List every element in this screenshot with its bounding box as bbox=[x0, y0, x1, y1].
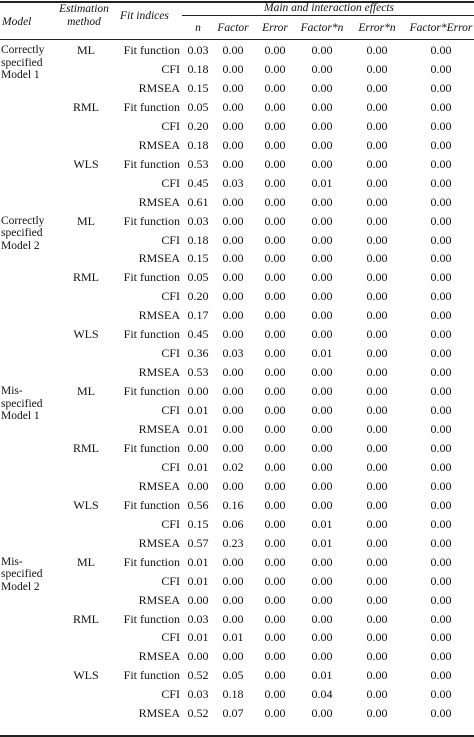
fit-index-label: RMSEA bbox=[138, 422, 180, 436]
fit-index-label: RMSEA bbox=[138, 194, 180, 209]
effect-value: 0.15 bbox=[187, 251, 209, 266]
effect-value: 0.00 bbox=[264, 270, 286, 285]
effect-value: 0.00 bbox=[311, 327, 333, 342]
effect-value: 0.00 bbox=[366, 649, 388, 664]
effect-value: 0.00 bbox=[311, 649, 333, 664]
fit-index-label: Fit function bbox=[123, 156, 180, 171]
effect-value: 0.23 bbox=[222, 535, 244, 550]
effect-value: 0.00 bbox=[311, 459, 333, 474]
effect-value: 0.00 bbox=[366, 403, 388, 418]
effect-value: 0.00 bbox=[311, 478, 333, 493]
header-estimation-method: Estimation method bbox=[59, 3, 109, 28]
fit-index-label: Fit function bbox=[123, 270, 180, 285]
effect-value: 0.03 bbox=[222, 346, 244, 361]
effect-value: 0.00 bbox=[222, 251, 244, 266]
effect-value: 0.00 bbox=[311, 251, 333, 266]
effect-value: 0.53 bbox=[187, 365, 209, 380]
fit-index-label: RMSEA bbox=[138, 365, 180, 380]
effect-value: 0.00 bbox=[264, 327, 286, 342]
effect-value: 0.00 bbox=[366, 43, 388, 57]
effects-group-rule bbox=[182, 15, 474, 16]
fit-index-label: CFI bbox=[161, 118, 180, 133]
effect-value: 0.00 bbox=[430, 43, 452, 57]
effect-value: 0.00 bbox=[366, 706, 388, 721]
effect-value: 0.00 bbox=[366, 535, 388, 550]
fit-index-label: Fit function bbox=[123, 440, 180, 455]
fit-index-label: CFI bbox=[161, 175, 180, 190]
effect-value: 0.00 bbox=[430, 554, 452, 569]
effect-value: 0.00 bbox=[222, 156, 244, 171]
effect-value: 0.00 bbox=[311, 270, 333, 285]
effect-value: 0.00 bbox=[311, 630, 333, 645]
effect-value: 0.00 bbox=[366, 80, 388, 95]
header-effect-5: Factor*Error bbox=[409, 22, 473, 34]
effect-value: 0.00 bbox=[264, 232, 286, 247]
effect-value: 0.52 bbox=[187, 706, 209, 721]
effect-value: 0.03 bbox=[222, 175, 244, 190]
effect-value: 0.00 bbox=[311, 194, 333, 209]
effect-value: 0.00 bbox=[366, 440, 388, 455]
estimation-method: RML bbox=[72, 440, 99, 455]
estimation-method: ML bbox=[77, 43, 95, 57]
model-label: Mis-specified Model 2 bbox=[1, 555, 43, 593]
effect-value: 0.00 bbox=[222, 137, 244, 152]
effect-value: 0.00 bbox=[430, 384, 452, 399]
fit-index-label: Fit function bbox=[123, 99, 180, 114]
effect-value: 0.00 bbox=[430, 308, 452, 323]
bottom-rule bbox=[0, 735, 474, 737]
effect-value: 0.00 bbox=[222, 61, 244, 76]
effect-value: 0.00 bbox=[264, 308, 286, 323]
effect-value: 0.00 bbox=[366, 99, 388, 114]
effect-value: 0.03 bbox=[187, 43, 209, 57]
effect-value: 0.01 bbox=[187, 422, 209, 436]
estimation-method: WLS bbox=[73, 327, 99, 342]
effect-value: 0.00 bbox=[264, 137, 286, 152]
effect-value: 0.00 bbox=[430, 573, 452, 588]
effect-value: 0.00 bbox=[222, 80, 244, 95]
fit-index-label: CFI bbox=[161, 289, 180, 304]
header-model: Model bbox=[2, 16, 32, 28]
effect-value: 0.00 bbox=[311, 422, 333, 436]
effect-value: 0.00 bbox=[430, 156, 452, 171]
fit-index-label: CFI bbox=[161, 516, 180, 531]
effect-value: 0.01 bbox=[187, 630, 209, 645]
effect-value: 0.00 bbox=[366, 687, 388, 702]
effect-value: 0.00 bbox=[187, 592, 209, 607]
effect-value: 0.00 bbox=[366, 270, 388, 285]
effect-value: 0.00 bbox=[430, 668, 452, 683]
effect-value: 0.00 bbox=[264, 213, 286, 228]
effect-value: 0.00 bbox=[430, 497, 452, 512]
effect-value: 0.05 bbox=[187, 99, 209, 114]
effect-value: 0.00 bbox=[366, 365, 388, 380]
effect-value: 0.00 bbox=[311, 118, 333, 133]
effect-value: 0.00 bbox=[187, 384, 209, 399]
effect-value: 0.20 bbox=[187, 289, 209, 304]
effect-value: 0.01 bbox=[187, 459, 209, 474]
fit-index-label: RMSEA bbox=[138, 478, 180, 493]
effect-value: 0.00 bbox=[222, 232, 244, 247]
effect-value: 0.15 bbox=[187, 80, 209, 95]
effect-value: 0.00 bbox=[366, 478, 388, 493]
effect-value: 0.15 bbox=[187, 516, 209, 531]
effect-value: 0.00 bbox=[366, 308, 388, 323]
effect-value: 0.00 bbox=[366, 592, 388, 607]
effect-value: 0.20 bbox=[187, 118, 209, 133]
effect-value: 0.00 bbox=[311, 289, 333, 304]
fit-index-label: RMSEA bbox=[138, 308, 180, 323]
effect-value: 0.00 bbox=[264, 99, 286, 114]
effect-value: 0.00 bbox=[366, 573, 388, 588]
effect-value: 0.00 bbox=[430, 270, 452, 285]
effect-value: 0.04 bbox=[311, 687, 333, 702]
header-effect-0: n bbox=[195, 22, 201, 34]
effect-value: 0.00 bbox=[430, 99, 452, 114]
effect-value: 0.52 bbox=[187, 668, 209, 683]
effect-value: 0.00 bbox=[222, 478, 244, 493]
effect-value: 0.00 bbox=[222, 270, 244, 285]
effect-value: 0.00 bbox=[366, 611, 388, 626]
effect-value: 0.00 bbox=[311, 61, 333, 76]
effect-value: 0.00 bbox=[430, 440, 452, 455]
effect-value: 0.00 bbox=[311, 611, 333, 626]
effect-value: 0.00 bbox=[430, 61, 452, 76]
effect-value: 0.00 bbox=[264, 80, 286, 95]
fit-index-label: RMSEA bbox=[138, 535, 180, 550]
effect-value: 0.00 bbox=[366, 137, 388, 152]
estimation-method: ML bbox=[77, 384, 95, 399]
effect-value: 0.00 bbox=[366, 422, 388, 436]
effect-value: 0.00 bbox=[222, 422, 244, 436]
effect-value: 0.56 bbox=[187, 497, 209, 512]
effect-value: 0.00 bbox=[430, 118, 452, 133]
effect-value: 0.00 bbox=[311, 365, 333, 380]
effect-value: 0.03 bbox=[187, 213, 209, 228]
effect-value: 0.01 bbox=[311, 668, 333, 683]
effect-value: 0.00 bbox=[264, 459, 286, 474]
fit-index-label: CFI bbox=[161, 687, 180, 702]
effect-value: 0.00 bbox=[366, 327, 388, 342]
effect-value: 0.00 bbox=[430, 137, 452, 152]
effect-value: 0.01 bbox=[311, 175, 333, 190]
estimation-method: ML bbox=[77, 554, 95, 569]
effect-value: 0.00 bbox=[264, 346, 286, 361]
fit-index-label: RMSEA bbox=[138, 649, 180, 664]
effect-value: 0.61 bbox=[187, 194, 209, 209]
effect-value: 0.00 bbox=[366, 459, 388, 474]
effect-value: 0.00 bbox=[264, 251, 286, 266]
effect-value: 0.00 bbox=[222, 611, 244, 626]
effect-value: 0.00 bbox=[366, 61, 388, 76]
effect-value: 0.00 bbox=[264, 478, 286, 493]
effect-value: 0.17 bbox=[187, 308, 209, 323]
effect-value: 0.00 bbox=[430, 403, 452, 418]
effect-value: 0.01 bbox=[187, 554, 209, 569]
effect-value: 0.00 bbox=[311, 137, 333, 152]
effect-value: 0.00 bbox=[187, 649, 209, 664]
effect-value: 0.18 bbox=[222, 687, 244, 702]
effect-value: 0.00 bbox=[222, 43, 244, 57]
effect-value: 0.00 bbox=[430, 422, 452, 436]
effect-value: 0.00 bbox=[366, 213, 388, 228]
effect-value: 0.00 bbox=[430, 80, 452, 95]
effect-value: 0.00 bbox=[430, 630, 452, 645]
effect-value: 0.00 bbox=[430, 516, 452, 531]
estimation-method: RML bbox=[72, 270, 99, 285]
effect-value: 0.00 bbox=[187, 440, 209, 455]
effect-value: 0.00 bbox=[264, 516, 286, 531]
estimation-method: WLS bbox=[73, 156, 99, 171]
effect-value: 0.00 bbox=[264, 194, 286, 209]
model-label: Correctly specified Model 2 bbox=[1, 214, 45, 252]
effect-value: 0.05 bbox=[187, 270, 209, 285]
effect-value: 0.00 bbox=[264, 554, 286, 569]
effect-value: 0.00 bbox=[430, 194, 452, 209]
effect-value: 0.00 bbox=[311, 403, 333, 418]
effect-value: 0.00 bbox=[222, 592, 244, 607]
effect-value: 0.00 bbox=[311, 43, 333, 57]
effect-value: 0.01 bbox=[187, 573, 209, 588]
effect-value: 0.00 bbox=[430, 346, 452, 361]
effect-value: 0.00 bbox=[264, 384, 286, 399]
effect-value: 0.03 bbox=[187, 687, 209, 702]
effect-value: 0.00 bbox=[366, 497, 388, 512]
effect-value: 0.00 bbox=[430, 459, 452, 474]
effect-value: 0.00 bbox=[430, 327, 452, 342]
fit-index-label: CFI bbox=[161, 403, 180, 418]
fit-index-label: CFI bbox=[161, 459, 180, 474]
effect-value: 0.00 bbox=[430, 592, 452, 607]
effect-value: 0.18 bbox=[187, 232, 209, 247]
effect-value: 0.01 bbox=[311, 346, 333, 361]
effect-value: 0.00 bbox=[222, 308, 244, 323]
effect-value: 0.00 bbox=[264, 611, 286, 626]
effect-value: 0.00 bbox=[222, 384, 244, 399]
fit-index-label: CFI bbox=[161, 573, 180, 588]
fit-index-label: Fit function bbox=[123, 668, 180, 683]
effect-value: 0.16 bbox=[222, 497, 244, 512]
effect-value: 0.00 bbox=[264, 668, 286, 683]
fit-index-label: RMSEA bbox=[138, 706, 180, 721]
effect-value: 0.53 bbox=[187, 156, 209, 171]
effect-value: 0.00 bbox=[264, 687, 286, 702]
effect-value: 0.00 bbox=[366, 630, 388, 645]
effect-value: 0.00 bbox=[222, 573, 244, 588]
effect-value: 0.00 bbox=[311, 80, 333, 95]
effect-value: 0.00 bbox=[311, 573, 333, 588]
effect-value: 0.18 bbox=[187, 137, 209, 152]
effect-value: 0.45 bbox=[187, 327, 209, 342]
effect-value: 0.00 bbox=[311, 232, 333, 247]
effect-value: 0.00 bbox=[264, 706, 286, 721]
effect-value: 0.03 bbox=[187, 611, 209, 626]
effect-value: 0.00 bbox=[222, 403, 244, 418]
effect-value: 0.00 bbox=[366, 194, 388, 209]
effect-value: 0.00 bbox=[366, 156, 388, 171]
effect-value: 0.00 bbox=[264, 61, 286, 76]
effect-value: 0.00 bbox=[366, 554, 388, 569]
effect-value: 0.07 bbox=[222, 706, 244, 721]
header-effects-group: Main and interaction effects bbox=[264, 2, 394, 14]
effect-value: 0.00 bbox=[366, 289, 388, 304]
effect-value: 0.00 bbox=[311, 440, 333, 455]
estimation-method: WLS bbox=[73, 668, 99, 683]
fit-index-label: RMSEA bbox=[138, 592, 180, 607]
effect-value: 0.01 bbox=[311, 516, 333, 531]
effect-value: 0.00 bbox=[222, 554, 244, 569]
header-effect-4: Error*n bbox=[358, 22, 396, 34]
effect-value: 0.18 bbox=[187, 61, 209, 76]
effect-value: 0.00 bbox=[264, 497, 286, 512]
effect-value: 0.00 bbox=[430, 251, 452, 266]
effect-value: 0.00 bbox=[222, 289, 244, 304]
effect-value: 0.57 bbox=[187, 535, 209, 550]
fit-index-label: CFI bbox=[161, 346, 180, 361]
estimation-method: ML bbox=[77, 213, 95, 228]
effect-value: 0.00 bbox=[264, 43, 286, 57]
fit-index-label: CFI bbox=[161, 61, 180, 76]
effect-value: 0.06 bbox=[222, 516, 244, 531]
fit-index-label: Fit function bbox=[123, 327, 180, 342]
effect-value: 0.00 bbox=[222, 118, 244, 133]
effect-value: 0.00 bbox=[366, 118, 388, 133]
effect-value: 0.00 bbox=[430, 232, 452, 247]
effect-value: 0.00 bbox=[366, 175, 388, 190]
effect-value: 0.00 bbox=[264, 403, 286, 418]
fit-index-label: Fit function bbox=[123, 611, 180, 626]
fit-index-label: RMSEA bbox=[138, 137, 180, 152]
effect-value: 0.00 bbox=[311, 497, 333, 512]
fit-index-label: CFI bbox=[161, 630, 180, 645]
effect-value: 0.00 bbox=[311, 592, 333, 607]
effect-value: 0.00 bbox=[311, 308, 333, 323]
effect-value: 0.00 bbox=[430, 478, 452, 493]
effect-value: 0.02 bbox=[222, 459, 244, 474]
effect-value: 0.05 bbox=[222, 668, 244, 683]
effect-value: 0.00 bbox=[222, 327, 244, 342]
effect-value: 0.01 bbox=[311, 535, 333, 550]
effect-value: 0.00 bbox=[264, 156, 286, 171]
effect-value: 0.00 bbox=[264, 365, 286, 380]
effect-value: 0.00 bbox=[264, 289, 286, 304]
effect-value: 0.00 bbox=[264, 649, 286, 664]
model-label: Mis-specified Model 1 bbox=[1, 385, 43, 423]
effect-value: 0.00 bbox=[430, 213, 452, 228]
effect-value: 0.00 bbox=[430, 611, 452, 626]
effect-value: 0.00 bbox=[430, 649, 452, 664]
effect-value: 0.01 bbox=[222, 630, 244, 645]
effect-value: 0.00 bbox=[264, 422, 286, 436]
effect-value: 0.00 bbox=[264, 440, 286, 455]
effect-value: 0.00 bbox=[264, 592, 286, 607]
effect-value: 0.00 bbox=[366, 668, 388, 683]
effect-value: 0.00 bbox=[222, 99, 244, 114]
fit-index-label: RMSEA bbox=[138, 251, 180, 266]
effect-value: 0.00 bbox=[430, 706, 452, 721]
effect-value: 0.00 bbox=[311, 156, 333, 171]
effect-value: 0.00 bbox=[222, 440, 244, 455]
effect-value: 0.00 bbox=[430, 175, 452, 190]
effect-value: 0.00 bbox=[264, 175, 286, 190]
effect-value: 0.00 bbox=[264, 535, 286, 550]
effect-value: 0.01 bbox=[187, 403, 209, 418]
fit-index-label: Fit function bbox=[123, 554, 180, 569]
estimation-method: RML bbox=[72, 99, 99, 114]
effect-value: 0.00 bbox=[311, 384, 333, 399]
effect-value: 0.00 bbox=[366, 251, 388, 266]
effect-value: 0.00 bbox=[222, 649, 244, 664]
estimation-method: WLS bbox=[73, 497, 99, 512]
effect-value: 0.00 bbox=[222, 365, 244, 380]
effect-value: 0.00 bbox=[366, 232, 388, 247]
fit-index-label: Fit function bbox=[123, 497, 180, 512]
header-effect-2: Error bbox=[262, 22, 288, 34]
fit-index-label: CFI bbox=[161, 232, 180, 247]
effect-value: 0.00 bbox=[366, 346, 388, 361]
header-fit-indices: Fit indices bbox=[120, 10, 169, 22]
effect-value: 0.00 bbox=[222, 213, 244, 228]
effect-value: 0.36 bbox=[187, 346, 209, 361]
fit-index-label: Fit function bbox=[123, 43, 180, 57]
effect-value: 0.45 bbox=[187, 175, 209, 190]
model-label: Correctly specified Model 1 bbox=[1, 44, 45, 81]
header-effect-3: Factor*n bbox=[300, 22, 344, 34]
effect-value: 0.00 bbox=[366, 384, 388, 399]
fit-index-label: RMSEA bbox=[138, 80, 180, 95]
effect-value: 0.00 bbox=[311, 706, 333, 721]
effect-value: 0.00 bbox=[430, 535, 452, 550]
effect-value: 0.00 bbox=[311, 213, 333, 228]
effect-value: 0.00 bbox=[264, 630, 286, 645]
effect-value: 0.00 bbox=[264, 573, 286, 588]
estimation-method: RML bbox=[72, 611, 99, 626]
effect-value: 0.00 bbox=[430, 687, 452, 702]
fit-index-label: Fit function bbox=[123, 384, 180, 399]
header-effect-1: Factor bbox=[217, 22, 249, 34]
effect-value: 0.00 bbox=[430, 365, 452, 380]
effect-value: 0.00 bbox=[366, 516, 388, 531]
effect-value: 0.00 bbox=[187, 478, 209, 493]
effect-value: 0.00 bbox=[311, 99, 333, 114]
effect-value: 0.00 bbox=[222, 194, 244, 209]
header-rule bbox=[0, 39, 474, 40]
effect-value: 0.00 bbox=[430, 289, 452, 304]
fit-index-label: Fit function bbox=[123, 213, 180, 228]
effect-value: 0.00 bbox=[264, 118, 286, 133]
effect-value: 0.00 bbox=[311, 554, 333, 569]
